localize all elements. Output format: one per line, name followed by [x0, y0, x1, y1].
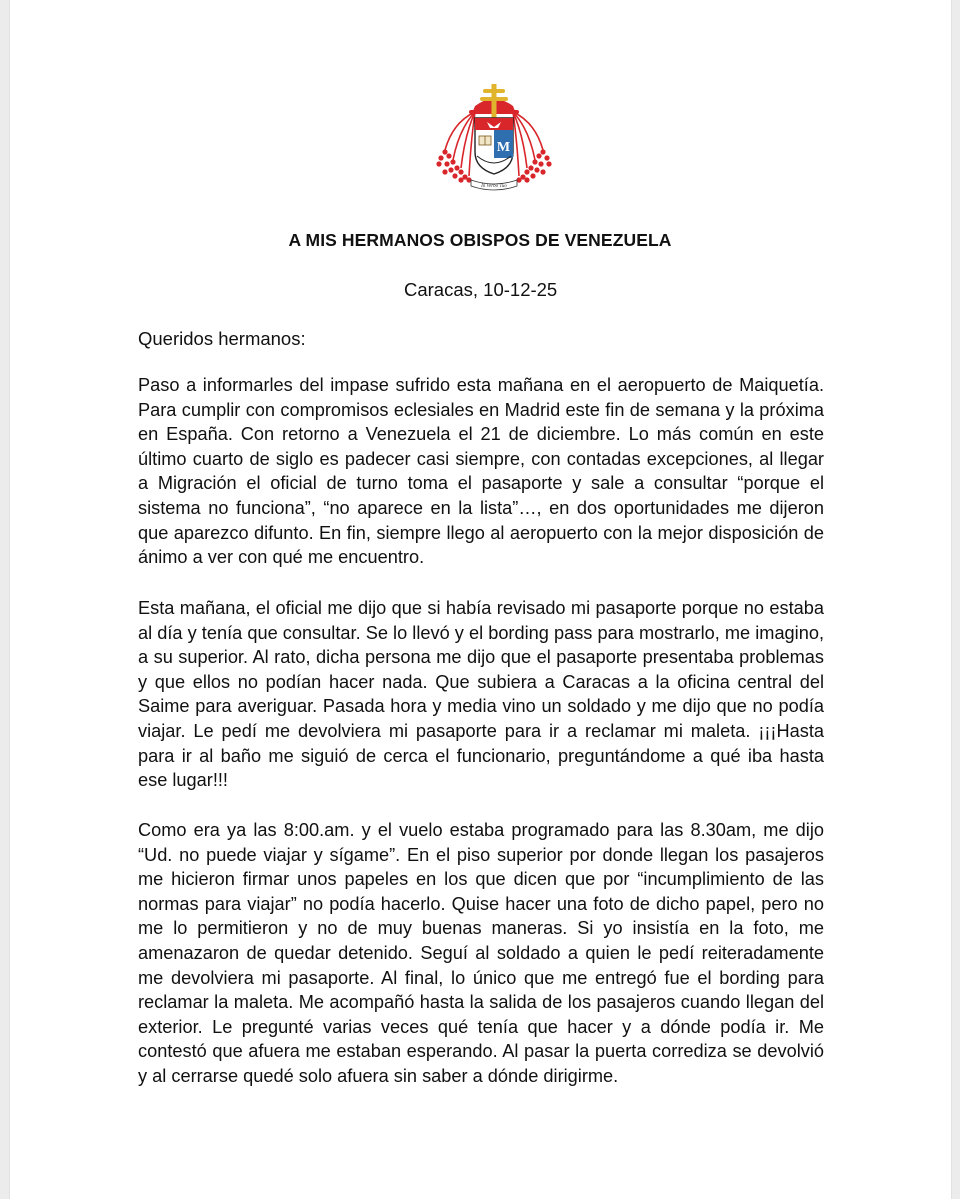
body-paragraph-1: Paso a informarles del impase sufrido esta mañana en el aeropuerto de Maiquetía. Para cumplir con compromisos eclesiales en Madrid este fin de semana y la próxima en España. Con retorno a Venezuela el 21 de diciembre. Lo más común en este último cuarto de siglo es padecer casi siempre, con contadas excepciones, al llegar a Migración el oficial de turno toma el pasaporte y sale a consultar “porque el sistema no funciona”, “no aparece en la lista”…, en dos oportunidades me dijeron que aparezco difunto. En fin, siempre llego al aeropuerto con la mejor disposición de ánimo a ver con qué me encuentro. — [138, 375, 824, 568]
body-paragraph-2: Esta mañana, el oficial me dijo que si había revisado mi pasaporte porque no estaba al día y tenía que consultar. Se lo llevó y el bording pass para mostrarlo, me imagino, a su superior. Al rato, dicha persona me dijo que el pasaporte presentaba problemas y que ellos no podían hacer nada. Que subiera a Caracas a la oficina central del Saime para averiguar. Pasada hora y media vino un soldado y me dijo que no podía viajar. Le pedí me devolviera mi pasaporte para ir a reclamar mi maleta. ¡¡¡Hasta para ir al baño me siguió de cerca el funcionario, preguntándome a qué iba hasta ese lugar!!! — [138, 598, 824, 791]
motto-ribbon — [471, 180, 517, 190]
cardinal-coat-of-arms-icon — [435, 84, 553, 194]
left-tassels — [445, 112, 475, 176]
body-paragraph-3: Como era ya las 8:00.am. y el vuelo estaba programado para las 8.30am, me dijo “Ud. no puede viajar y sígame”. En el piso superior por donde llegan los pasajeros me hicieron firmar unos papeles en los que dicen que por “incumplimiento de las normas para viajar” no podía hacerlo. Quise hacer una foto de dicho papel, pero no me lo permitieron y no de muy buenas maneras. Si yo insistía en la foto, me amenazaron de quedar detenido. Seguí al soldado a quien le pedí reiteradamente me devolviera mi pasaporte. Al final, lo único que me entregó fue el bording para reclamar la maleta. Me acompañó hasta la salida de los pasajeros cuando llegan del exterior. Le pregunté varias veces qué tenía que hacer y a dónde podía ir. Me contestó que afuera me estaban esperando. Al pasar la puerta corrediza se devolvió y al cerrarse quedé solo afuera sin saber a dónde dirigirme. — [138, 820, 824, 1086]
shield-icon — [475, 118, 513, 174]
svg-text:M: M — [496, 140, 511, 155]
place-and-date: Caracas, 10-12-25 — [404, 279, 558, 300]
letter-title: A MIS HERMANOS OBISPOS DE VENEZUELA — [288, 230, 672, 250]
right-tassels — [513, 112, 543, 176]
motto-text: In Verbo Tuo — [481, 184, 507, 189]
salutation: Queridos hermanos: — [138, 328, 306, 349]
